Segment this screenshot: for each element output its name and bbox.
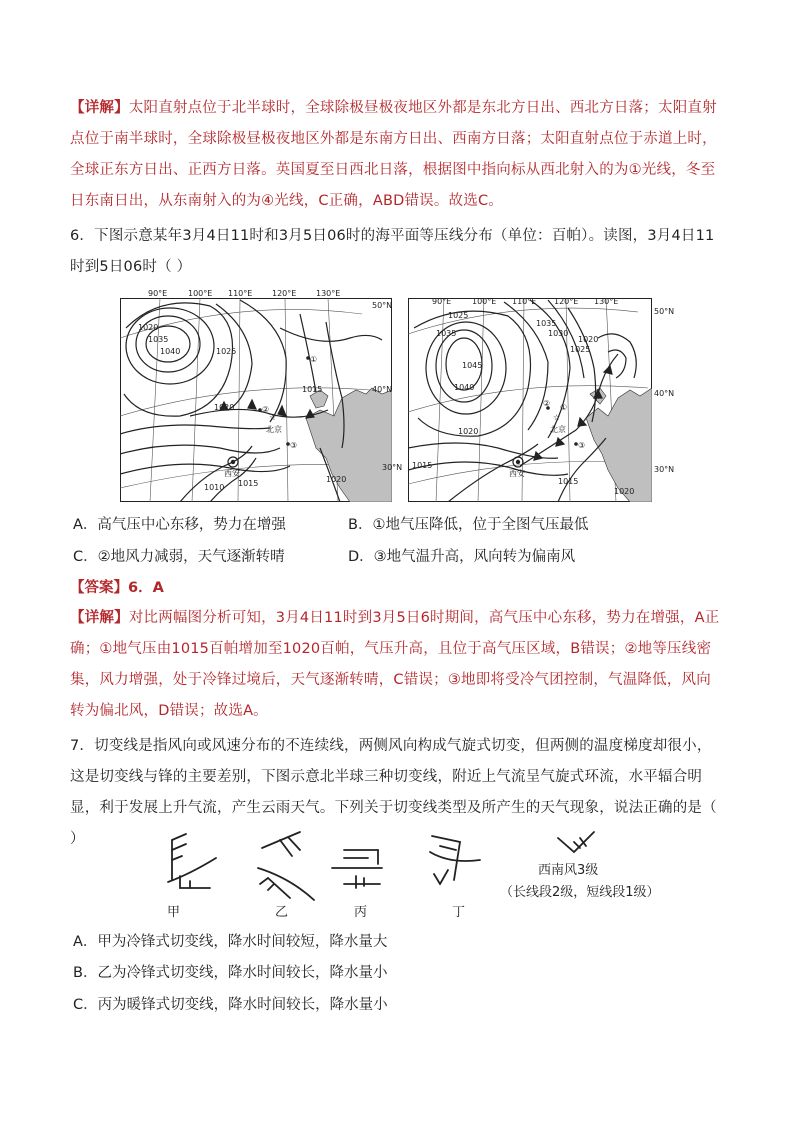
isobar-label: 1035 <box>436 329 457 338</box>
point2-label: ② <box>543 399 551 408</box>
isobar-label: 1015 <box>238 479 259 488</box>
lon-label: 110°E <box>512 297 537 306</box>
isobar-label: 1030 <box>548 329 569 338</box>
q6-detail-paragraph <box>70 603 724 727</box>
isobar-label: 1020 <box>214 403 235 412</box>
fig-label-yi: 乙 <box>275 905 289 920</box>
isobar-label: 1015 <box>412 461 433 470</box>
point3-label: ③ <box>290 441 298 450</box>
isobar-label: 1025 <box>570 345 591 354</box>
right-map-axis-labels <box>408 286 688 506</box>
q7-stem: 7．切变线是指风向或风速分布的不连续线，两侧风向构成气旋式切变，但两侧的温度梯度却很小，这是切变线与锋的主要差别，下图示意北半球三种切变线，附近上气流呈气旋式环流，水平辐合明显，利于发展上升气流，产生云雨天气。下列关于切变线类型及所产生的天气现象，说法正确的是（ ） <box>70 738 717 847</box>
q7-option-c: C．丙为暖锋式切变线，降水时间较长，降水量小 <box>73 997 388 1013</box>
q6-option-d: D．③地气温升高，风向转为偏南风 <box>348 549 576 565</box>
isobar-label: 1020 <box>458 427 479 436</box>
isobar-label: 1025 <box>216 347 237 356</box>
isobar-label: 1040 <box>160 347 181 356</box>
lon-label: 120°E <box>272 289 297 298</box>
q7-option-a: A．甲为冷锋式切变线，降水时间较短，降水量大 <box>73 934 388 950</box>
point1-label: ① <box>560 403 568 412</box>
legend-title: 西南风3级 <box>538 863 599 878</box>
shear-line-ding <box>430 852 480 861</box>
isobar-label: 1020 <box>326 475 347 484</box>
isobar-label: 1015 <box>302 385 323 394</box>
left-map-axis-labels <box>120 286 420 506</box>
isobar-label: 1040 <box>454 383 475 392</box>
xian-label: 西安 <box>224 469 240 478</box>
lon-label: 100°E <box>188 289 213 298</box>
isobar-label: 1045 <box>462 361 483 370</box>
lat-label: 30°N <box>382 463 403 472</box>
lon-label: 100°E <box>472 297 497 306</box>
fig-label-jia: 甲 <box>167 905 181 920</box>
isobar-label: 1020 <box>138 323 159 332</box>
lon-label: 120°E <box>554 297 579 306</box>
q6-stem: 6．下图示意某年3月4日11时和3月5日06时的海平面等压线分布（单位：百帕）。读图，3月4日11时到5日06时（ ） <box>70 228 715 275</box>
fig-label-ding: 丁 <box>452 905 466 920</box>
isobar-label: 1010 <box>204 483 225 492</box>
isobar-label: 1020 <box>578 335 599 344</box>
lat-label: 50°N <box>372 301 393 310</box>
q6-detail-tag: 【详解】 <box>70 610 129 626</box>
xian-label: 西安 <box>509 469 525 478</box>
lon-label: 110°E <box>228 289 253 298</box>
lat-label: 40°N <box>654 389 675 398</box>
isobar-label: 1020 <box>614 487 635 496</box>
lon-label: 90°E <box>148 289 168 298</box>
q6-option-a: A．高气压中心东移，势力在增强 <box>73 517 286 533</box>
q6-option-b: B．①地气压降低，位于全图气压最低 <box>348 517 589 533</box>
q6-answer: 【答案】6．A <box>70 580 164 596</box>
lat-label: 40°N <box>372 385 393 394</box>
shear-line-jia <box>168 858 216 882</box>
beijing-star-icon: ☆ <box>269 413 277 422</box>
isobar-label: 1035 <box>536 319 557 328</box>
legend-note: （长线段2级，短线段1级） <box>500 885 660 900</box>
beijing-label: 北京 <box>266 425 282 434</box>
lon-label: 130°E <box>316 289 341 298</box>
point2-label: ② <box>262 405 270 414</box>
point3-label: ③ <box>578 441 586 450</box>
lon-label: 130°E <box>594 297 619 306</box>
isobar-label: 1015 <box>558 477 579 486</box>
fig-label-bing: 丙 <box>354 905 368 920</box>
beijing-label: 北京 <box>550 425 566 434</box>
point1-label: ① <box>310 355 318 364</box>
q6-detail-text: 对比两幅图分析可知，3月4日11时到3月5日6时期间，高气压中心东移，势力在增强，A正确；①地气压由1015百帕增加至1020百帕，气压升高，且位于高气压区域，B错误；②地等压线密集，风力增强，处于冷锋过境后，天气逐渐转晴，C错误；③地即将受冷气团控制，气温降低，风向转为偏北风，D错误；故选A。 <box>70 610 720 719</box>
isobar-label: 1025 <box>448 311 469 320</box>
beijing-star-icon: ☆ <box>553 413 561 422</box>
q5-detail-paragraph <box>70 93 724 217</box>
lon-label: 90°E <box>432 297 452 306</box>
shear-line-figure <box>150 826 670 926</box>
q7-option-b: B．乙为冷锋式切变线，降水时间较长，降水量小 <box>73 965 388 981</box>
q5-detail-tag: 【详解】 <box>70 100 129 116</box>
isobar-label: 1035 <box>148 335 169 344</box>
lat-label: 30°N <box>654 465 675 474</box>
q6-option-c: C．②地风力减弱，天气逐渐转晴 <box>73 549 285 565</box>
q5-detail-text: 太阳直射点位于北半球时，全球除极昼极夜地区外都是东北方日出、西北方日落；太阳直射点位于南半球时，全球除极昼极夜地区外都是东南方日出、西南方日落；太阳直射点位于赤道上时，全球正东方日出、正西方日落。英国夏至日西北日落，根据图中指向标从西北射入的为①光线，冬至日东南日出，从东南射入的为④光线，C正确，ABD错误。故选C。 <box>70 100 717 209</box>
lat-label: 50°N <box>654 307 675 316</box>
